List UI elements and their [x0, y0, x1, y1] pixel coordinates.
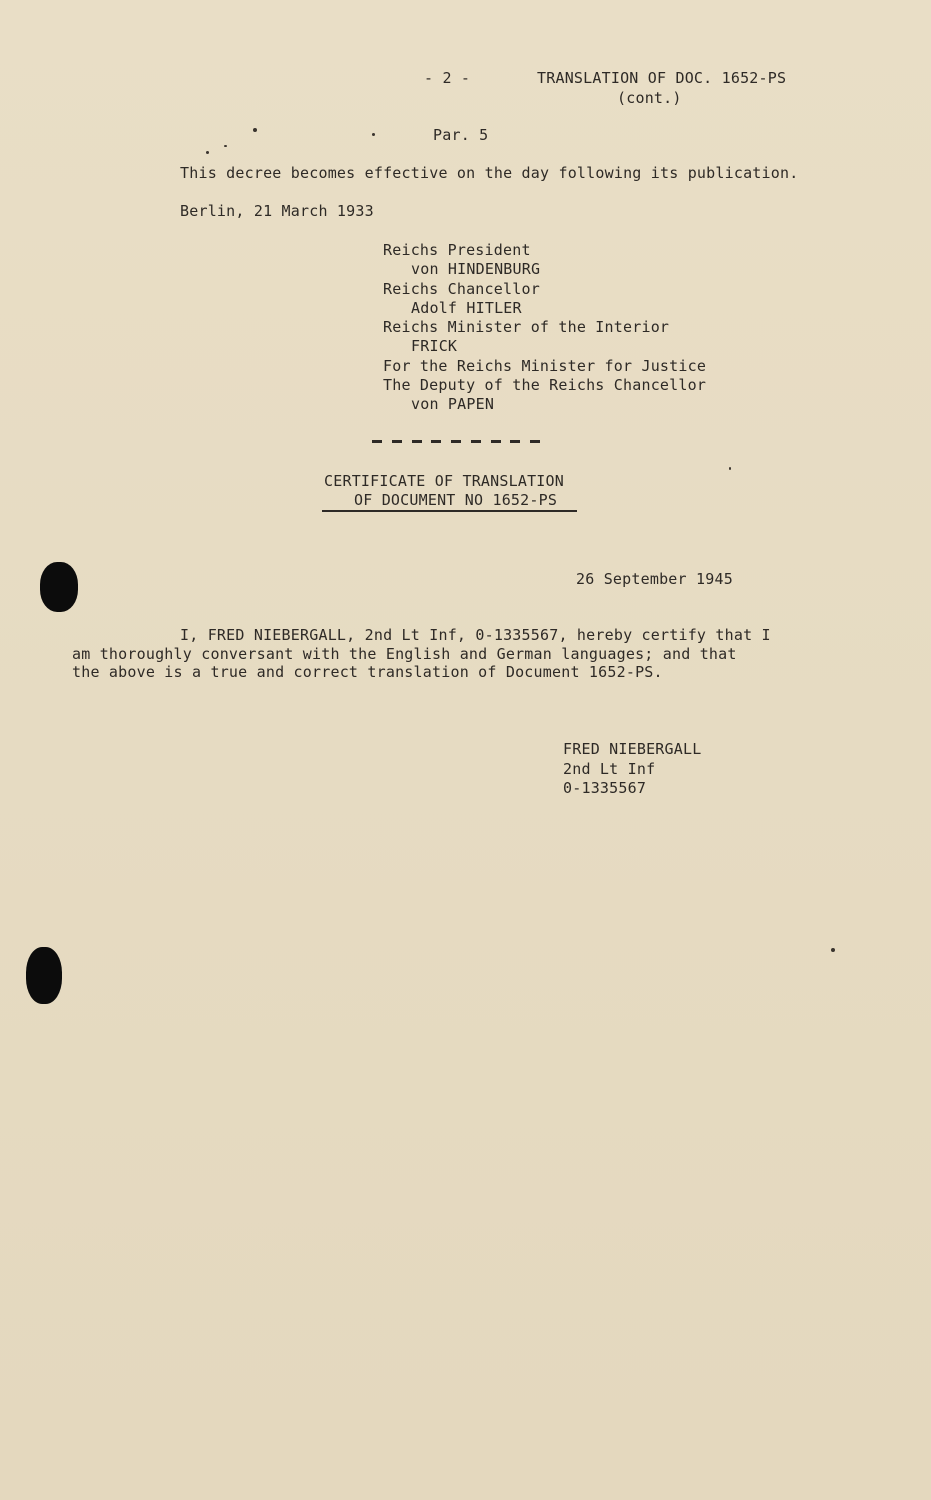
certificate-body-line: the above is a true and correct translation of Document 1652-PS.: [72, 663, 663, 681]
page-number: - 2 -: [424, 69, 471, 87]
paragraph-heading: Par. 5: [433, 126, 489, 144]
certificate-title-document: OF DOCUMENT NO 1652-PS: [354, 491, 558, 509]
separator-dashes: [372, 440, 540, 444]
punch-hole-bottom: [26, 947, 62, 1004]
signatory-title: Reichs Chancellor: [383, 280, 540, 298]
translator-serial: 0-1335567: [563, 779, 647, 797]
translator-name: FRED NIEBERGALL: [563, 740, 702, 758]
signatory-name: FRICK: [411, 337, 458, 355]
ink-speck: [253, 128, 257, 132]
document-title: TRANSLATION OF DOC. 1652-PS: [537, 69, 787, 87]
certificate-date: 26 September 1945: [576, 570, 733, 588]
place-date: Berlin, 21 March 1933: [180, 202, 374, 220]
ink-speck: [206, 151, 209, 154]
signatory-name: von PAPEN: [411, 395, 495, 413]
ink-speck: [372, 133, 375, 136]
signatory-title: For the Reichs Minister for Justice: [383, 357, 707, 375]
certificate-title: CERTIFICATE OF TRANSLATION: [324, 472, 564, 490]
certificate-body-line: am thoroughly conversant with the English and German languages; and that: [72, 645, 737, 663]
ink-speck: [729, 467, 731, 470]
ink-speck: [831, 948, 835, 952]
document-title-continued: (cont.): [617, 89, 682, 107]
signatory-name: von HINDENBURG: [411, 260, 541, 278]
signatory-title: The Deputy of the Reichs Chancellor: [383, 376, 707, 394]
decree-text: This decree becomes effective on the day following its publication.: [180, 164, 799, 182]
ink-speck: [224, 145, 227, 147]
translator-rank: 2nd Lt Inf: [563, 760, 656, 778]
signatory-name: Adolf HITLER: [411, 299, 522, 317]
certificate-title-underline: [322, 510, 577, 512]
certificate-body-line: I, FRED NIEBERGALL, 2nd Lt Inf, 0-1335567, hereby certify that I: [180, 626, 771, 644]
punch-hole-top: [40, 562, 78, 612]
signatory-title: Reichs Minister of the Interior: [383, 318, 670, 336]
signatory-title: Reichs President: [383, 241, 531, 259]
